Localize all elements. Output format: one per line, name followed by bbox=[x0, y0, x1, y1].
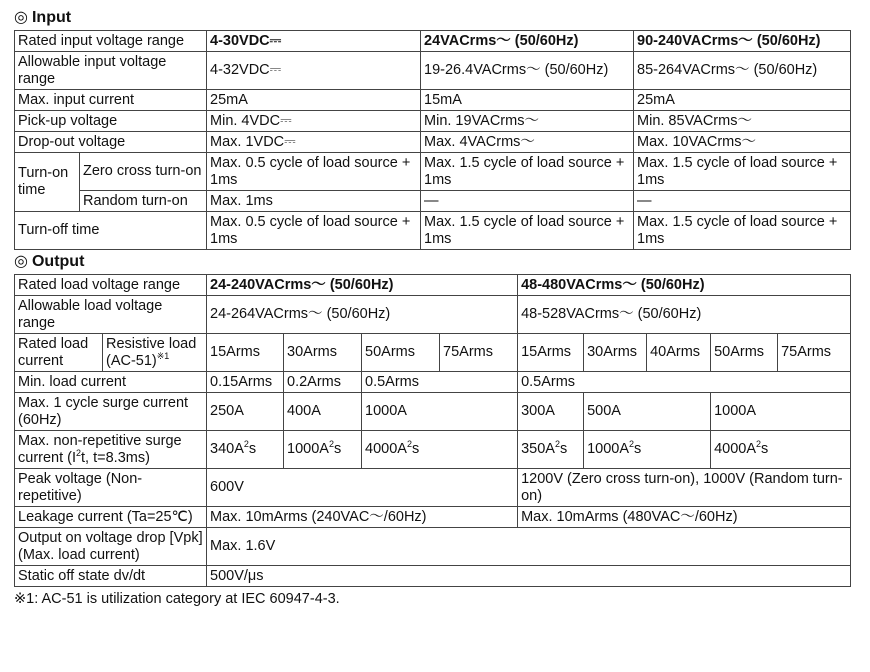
table-row: Leakage current (Ta=25℃) Max. 10mArms (240VAC～/60Hz) Max. 10mArms (480VAC～/60Hz) bbox=[15, 507, 851, 528]
input-table bbox=[14, 30, 851, 250]
header-label: Rated input voltage range bbox=[15, 31, 207, 52]
spec-sheet bbox=[14, 6, 864, 607]
table-row: Pick-up voltage Min. 4VDC⎓ Min. 19VACrms～ Min. 85VACrms～ bbox=[15, 111, 851, 132]
table-row: Random turn-on Max. 1ms — — bbox=[15, 191, 851, 212]
table-row: Max. 1 cycle surge current (60Hz) 250A 400A 1000A 300A 500A 1000A bbox=[15, 393, 851, 431]
footnote: ※1: AC-51 is utilization category at IEC 60947-4-3. bbox=[14, 591, 340, 607]
input-section-title: ◎ Input bbox=[14, 9, 72, 26]
header-dc: 4-30VDC⎓ bbox=[207, 31, 421, 52]
table-row: Turn-off time Max. 0.5 cycle of load source + 1ms Max. 1.5 cycle of load source + 1ms Max. 1.5 cycle of load source + 1ms bbox=[15, 212, 851, 250]
table-row: Min. load current 0.15Arms 0.2Arms 0.5Arms 0.5Arms bbox=[15, 372, 851, 393]
section-mark-icon: ◎ bbox=[14, 253, 28, 270]
table-row: Rated load current Resistive load $(AC-51)^{※1}$ 15Arms 30Arms 50Arms 75Arms 15Arms 30Arms 40Arms 50Arms 75Arms bbox=[15, 334, 851, 372]
table-row: Allowable load voltage range 24-264VACrms～ (50/60Hz) 48-528VACrms～ (50/60Hz) bbox=[15, 296, 851, 334]
table-row: Rated load voltage range 24-240VACrms～ (50/60Hz) 48-480VACrms～ (50/60Hz) bbox=[15, 275, 851, 296]
header-24vac: 24VACrms～ (50/60Hz) bbox=[421, 31, 634, 52]
turn-on-label: Turn-on time bbox=[15, 153, 80, 212]
table-row: Turn-on time Zero cross turn-on Max. 0.5 cycle of load source + 1ms Max. 1.5 cycle of load source + 1ms Max. 1.5 cycle of load source + 1ms bbox=[15, 153, 851, 191]
table-row: Static off state dv/dt 500V/μs bbox=[15, 566, 851, 587]
table-row bbox=[15, 31, 851, 52]
table-row: Max. non-repetitive surge current ($I^2t$, t=8.3ms) $340A^2s$ $1000A^2s$ $4000A^2s$ $350A^2s$ $1000A^2s$ $4000A^2s$ bbox=[15, 431, 851, 469]
header-240vac: 90-240VACrms～ (50/60Hz) bbox=[634, 31, 851, 52]
table-row: Drop-out voltage Max. 1VDC⎓ Max. 4VACrms～ Max. 10VACrms～ bbox=[15, 132, 851, 153]
section-mark-icon: ◎ bbox=[14, 9, 28, 26]
table-row: Allowable input voltage range 4-32VDC⎓ 19-26.4VACrms～ (50/60Hz) 85-264VACrms～ (50/60Hz) bbox=[15, 52, 851, 90]
table-row: Max. input current 25mA 15mA 25mA bbox=[15, 90, 851, 111]
output-table bbox=[14, 274, 851, 587]
table-row: Output on voltage drop [Vpk] (Max. load current) Max. 1.6V bbox=[15, 528, 851, 566]
output-section-title: ◎ Output bbox=[14, 253, 85, 270]
table-row: Peak voltage (Non-repetitive) 600V 1200V (Zero cross turn-on), 1000V (Random turn-on) bbox=[15, 469, 851, 507]
